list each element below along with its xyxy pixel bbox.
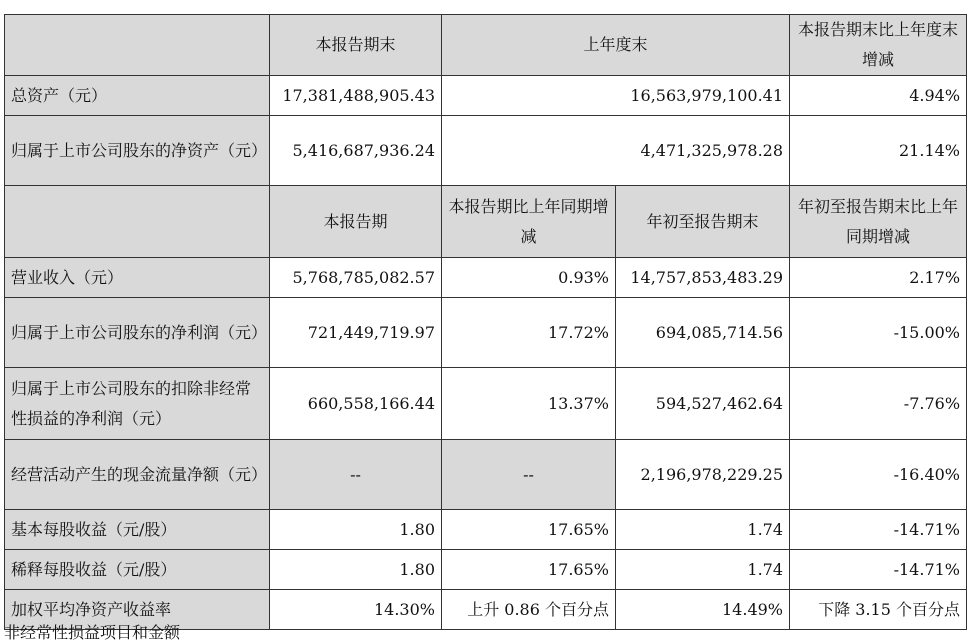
ytd-change-value: -14.71% (790, 510, 967, 550)
row-label: 营业收入（元） (5, 258, 270, 298)
header-period-end-change: 本报告期末比上年度末增减 (790, 15, 967, 76)
table-row (5, 76, 967, 116)
period-value: 721,449,719.97 (270, 298, 442, 368)
row-label: 经营活动产生的现金流量净额（元） (5, 440, 270, 510)
row-label: 归属于上市公司股东的净利润（元） (5, 298, 270, 368)
header-empty-cell (5, 186, 270, 258)
header-ytd-change: 年初至报告期末比上年同期增减 (790, 186, 967, 258)
prior-value: 4,471,325,978.28 (442, 116, 790, 186)
period-change-value: 17.72% (442, 298, 616, 368)
period-change-value: 17.65% (442, 510, 616, 550)
header-period-end: 本报告期末 (270, 15, 442, 76)
prior-value: 16,563,979,100.41 (442, 76, 790, 116)
ytd-change-value: 2.17% (790, 258, 967, 298)
section-caption: 非经常性损益项目和金额 (4, 623, 181, 642)
ytd-change-value: -16.40% (790, 440, 967, 510)
period-value: 1.80 (270, 510, 442, 550)
ytd-change-value: -14.71% (790, 550, 967, 590)
change-value: 4.94% (790, 76, 967, 116)
financial-table-container (4, 14, 966, 630)
ytd-value: 1.74 (616, 510, 790, 550)
header-prior-year-end: 上年度末 (442, 15, 790, 76)
period-change-value: 13.37% (442, 368, 616, 440)
row-label: 稀释每股收益（元/股） (5, 550, 270, 590)
balance-header-row (5, 15, 967, 76)
period-change-value: 上升 0.86 个百分点 (442, 590, 616, 630)
table-row (5, 368, 967, 440)
row-label: 归属于上市公司股东的扣除非经常性损益的净利润（元） (5, 368, 270, 440)
table-row (5, 510, 967, 550)
table-row (5, 440, 967, 510)
period-value: 1.80 (270, 550, 442, 590)
period-value: 5,768,785,082.57 (270, 258, 442, 298)
table-row (5, 550, 967, 590)
table-row (5, 298, 967, 368)
header-ytd: 年初至报告期末 (616, 186, 790, 258)
ytd-value: 2,196,978,229.25 (616, 440, 790, 510)
current-value: 17,381,488,905.43 (270, 76, 442, 116)
row-label: 总资产（元） (5, 76, 270, 116)
ytd-change-value: 下降 3.15 个百分点 (790, 590, 967, 630)
period-change-value: 0.93% (442, 258, 616, 298)
ytd-change-value: -7.76% (790, 368, 967, 440)
table-row (5, 258, 967, 298)
change-value: 21.14% (790, 116, 967, 186)
row-label: 加权平均净资产收益率 (5, 590, 270, 630)
ytd-value: 1.74 (616, 550, 790, 590)
ytd-change-value: -15.00% (790, 298, 967, 368)
row-label: 基本每股收益（元/股） (5, 510, 270, 550)
ytd-value: 594,527,462.64 (616, 368, 790, 440)
table-row (5, 116, 967, 186)
financial-summary-table (4, 14, 967, 630)
ytd-value: 694,085,714.56 (616, 298, 790, 368)
header-empty-cell (5, 15, 270, 76)
income-header-row (5, 186, 967, 258)
header-current-period: 本报告期 (270, 186, 442, 258)
ytd-value: 14.49% (616, 590, 790, 630)
header-current-period-change: 本报告期比上年同期增减 (442, 186, 616, 258)
current-value: 5,416,687,936.24 (270, 116, 442, 186)
period-change-value: 17.65% (442, 550, 616, 590)
ytd-value: 14,757,853,483.29 (616, 258, 790, 298)
period-value: 14.30% (270, 590, 442, 630)
period-value: 660,558,166.44 (270, 368, 442, 440)
period-change-value: -- (442, 440, 616, 510)
period-value: -- (270, 440, 442, 510)
row-label: 归属于上市公司股东的净资产（元） (5, 116, 270, 186)
